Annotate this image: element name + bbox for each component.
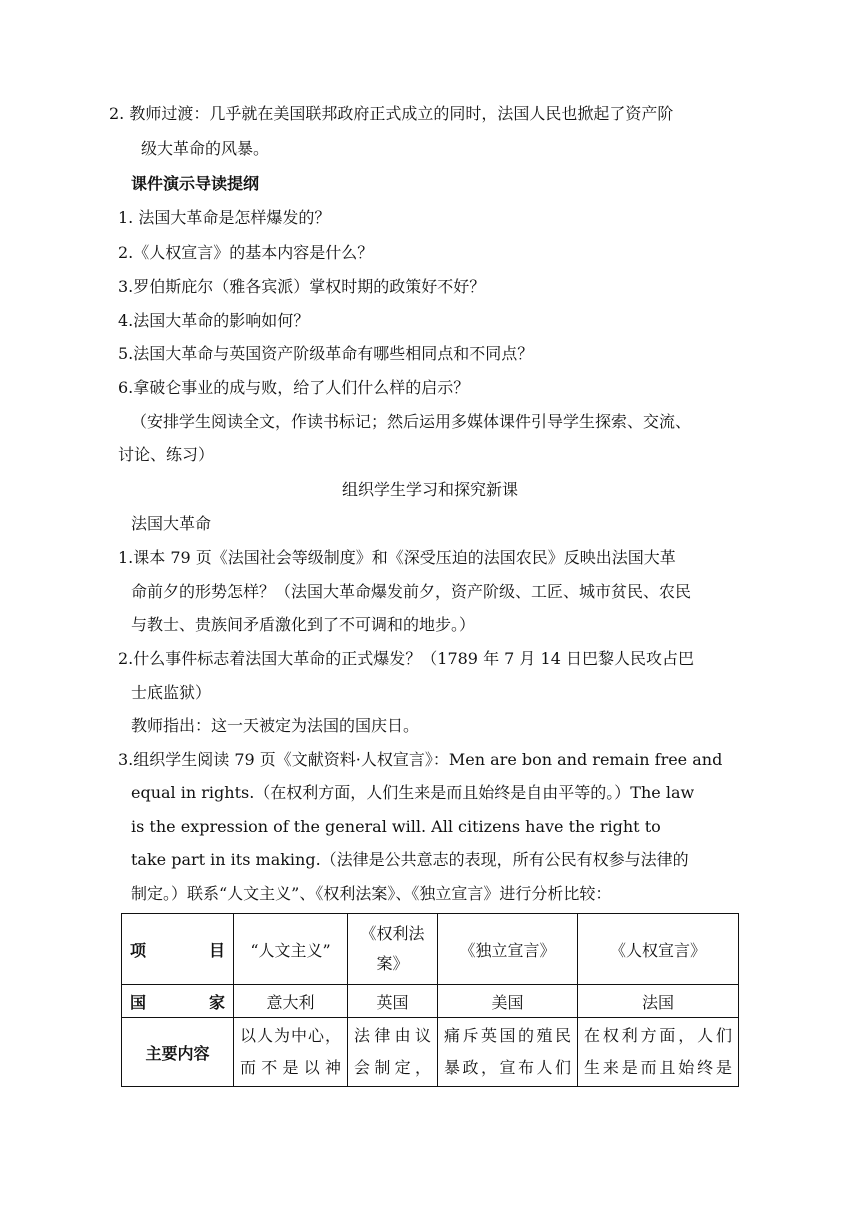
outline-item-2: 2.《人权宣言》的基本内容是什么？ — [118, 243, 374, 262]
paragraph-instructions: （安排学生阅读全文，作读书标记；然后运用多媒体课件引导学生探索、交流、 — [131, 412, 692, 431]
table-cell-usa: 美国 — [438, 985, 578, 1018]
paragraph-transition: 2. 教师过渡：几乎就在美国联邦政府正式成立的同时，法国人民也掀起了资产阶 — [109, 104, 674, 123]
table-cell-country-label: 国 家 — [122, 985, 234, 1018]
question-3-cont-c: take part in its making.（法律是公共意志的表现，所有公民有权参与法律的 — [131, 850, 689, 869]
table-cell-item-label: 项 目 — [122, 914, 234, 985]
section-heading-outline: 课件演示导读提纲 — [131, 174, 260, 193]
outline-item-6: 6.拿破仑事业的成与败，给了人们什么样的启示？ — [118, 378, 470, 397]
table-cell-declaration-rights-of-man: 《人权宣言》 — [578, 914, 739, 985]
outline-item-5: 5.法国大革命与英国资产阶级革命有哪些相同点和不同点？ — [118, 344, 534, 363]
question-1: 1.课本 79 页《法国社会等级制度》和《深受压迫的法国农民》反映出法国大革 — [118, 548, 676, 567]
table-cell-content-independence: 痛斥英国的殖民 暴政，宣布人们 — [438, 1018, 578, 1087]
table-cell-italy: 意大利 — [234, 985, 348, 1018]
question-3-cont-a: equal in rights.（在权利方面，人们生来是而且始终是自由平等的。）The law — [131, 783, 695, 802]
question-2: 2.什么事件标志着法国大革命的正式爆发？（1789 年 7 月 14 日巴黎人民攻占巴 — [118, 649, 694, 668]
table-cell-bill-of-rights: 《权利法 案》 — [348, 914, 438, 985]
question-3-cont-d: 制定。）联系“人文主义”、《权利法案》、《独立宣言》进行分析比较： — [131, 884, 612, 903]
question-3-cont-b: is the expression of the general will. All citizens have the right to — [131, 817, 661, 836]
outline-item-1: 1. 法国大革命是怎样爆发的？ — [118, 208, 331, 227]
paragraph-transition-cont: 级大革命的风暴。 — [141, 139, 270, 158]
table-cell-content-label: 主要内容 — [122, 1018, 234, 1087]
table-cell-declaration-independence: 《独立宣言》 — [438, 914, 578, 985]
table-row-header — [122, 914, 739, 985]
outline-item-3: 3.罗伯斯庇尔（雅各宾派）掌权时期的政策好不好？ — [118, 277, 486, 296]
table-cell-humanism: “人文主义” — [234, 914, 348, 985]
outline-item-4: 4.法国大革命的影响如何？ — [118, 311, 310, 330]
table-row-content — [122, 1018, 739, 1087]
paragraph-instructions-cont: 讨论、练习） — [118, 445, 215, 464]
teacher-note: 教师指出：这一天被定为法国的国庆日。 — [131, 716, 420, 735]
question-2-cont: 士底监狱） — [131, 683, 212, 702]
table-cell-britain: 英国 — [348, 985, 438, 1018]
table-cell-content-rights-of-man: 在权利方面，人们 生来是而且始终是 — [578, 1018, 739, 1087]
table-cell-content-humanism: 以人为中心， 而不是以神 — [234, 1018, 348, 1087]
question-1-cont-a: 命前夕的形势怎样？（法国大革命爆发前夕，资产阶级、工匠、城市贫民、农民 — [131, 582, 692, 601]
section-title-centered: 组织学生学习和探究新课 — [341, 480, 518, 499]
table-cell-content-bill: 法律由议 会制定， — [348, 1018, 438, 1087]
question-3: 3.组织学生阅读 79 页《文献资料·人权宣言》：Men are bon and remain free and — [118, 750, 723, 769]
subsection-heading: 法国大革命 — [131, 514, 212, 533]
table-row-country — [122, 985, 739, 1018]
table-cell-france: 法国 — [578, 985, 739, 1018]
question-1-cont-b: 与教士、贵族间矛盾激化到了不可调和的地步。） — [131, 615, 476, 634]
comparison-table — [121, 913, 739, 1087]
